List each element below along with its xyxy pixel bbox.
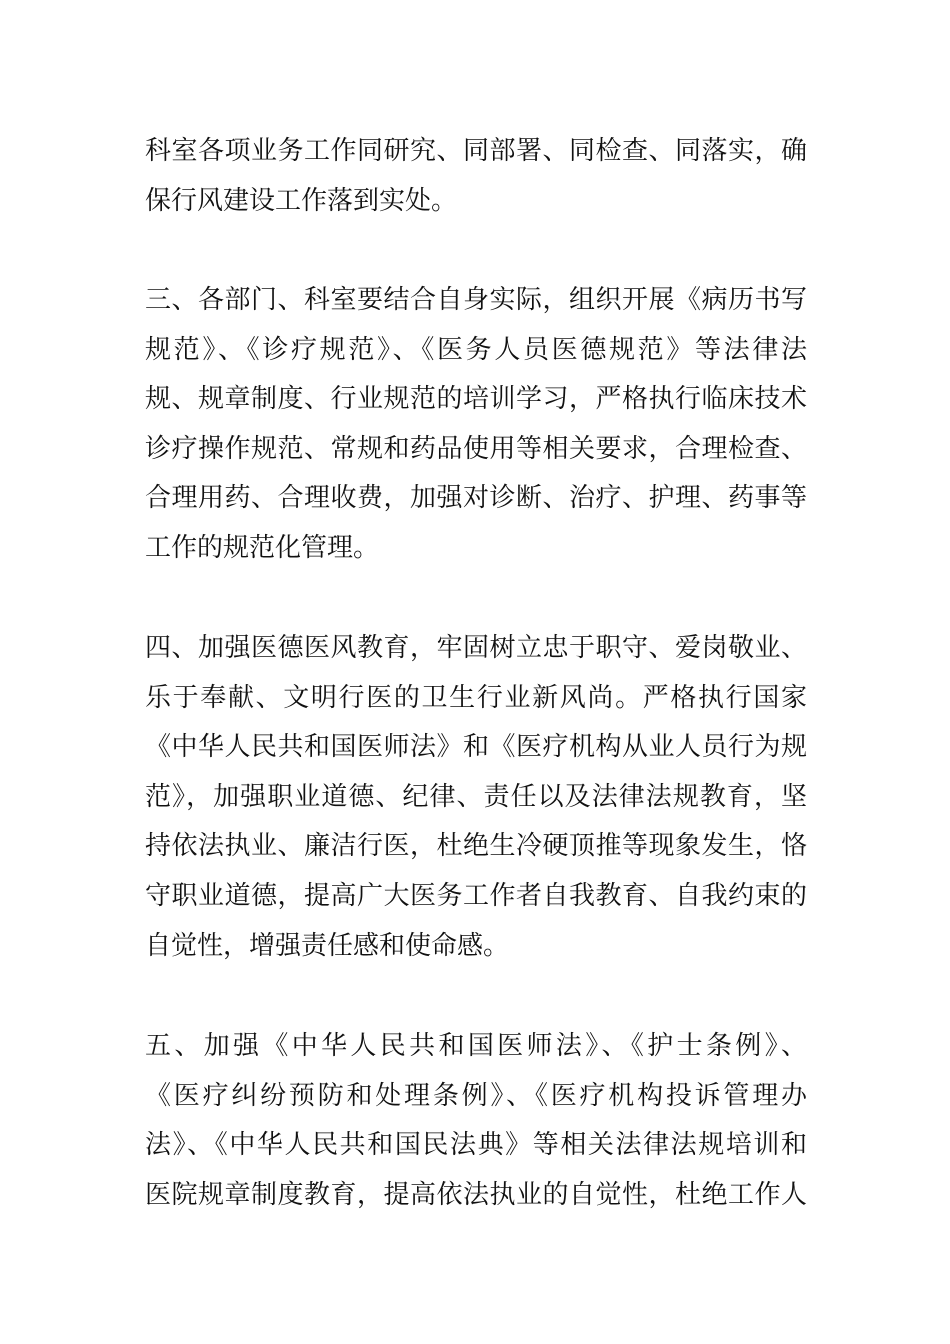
text-line: 医院规章制度教育，提高依法执业的自觉性，杜绝工作人 [145,1179,807,1210]
text-line: 三、各部门、科室要结合自身实际，组织开展《病历书写 [145,285,807,315]
text-line: 科室各项业务工作同研究、同部署、同检查、同落实，确 [145,136,807,166]
text-line: 持依法执业、廉洁行医，杜绝生冷硬顶推等现象发生，恪 [145,831,807,862]
paragraph-item-3 [145,276,807,574]
text-line: 工作的规范化管理。 [145,532,380,563]
text-line: 保行风建设工作落到实处。 [145,185,458,216]
text-line: 范》，加强职业道德、纪律、责任以及法律法规教育，坚 [145,781,807,812]
paragraph-item-4 [145,624,807,971]
text-line: 诊疗操作规范、常规和药品使用等相关要求，合理检查、 [145,433,807,464]
text-line: 乐于奉献、文明行医的卫生行业新风尚。严格执行国家 [145,682,807,713]
text-line: 《医疗纠纷预防和处理条例》、《医疗机构投诉管理办 [145,1080,807,1111]
text-line: 法》、《中华人民共和国民法典》等相关法律法规培训和 [145,1130,807,1161]
text-line: 守职业道德，提高广大医务工作者自我教育、自我约束的 [145,880,807,911]
paragraph-item-5 [145,1022,807,1220]
text-line: 《中华人民共和国医师法》和《医疗机构从业人员行为规 [145,732,807,763]
text-line: 合理用药、合理收费，加强对诊断、治疗、护理、药事等 [145,483,807,514]
text-line: 四、加强医德医风教育，牢固树立忠于职守、爱岗敬业、 [145,633,807,663]
paragraph-continuation [145,127,807,226]
text-line: 五、加强《中华人民共和国医师法》、《护士条例》、 [145,1031,807,1061]
text-line: 规范》、《诊疗规范》、《医务人员医德规范》等法律法 [145,334,807,365]
text-line: 自觉性，增强责任感和使命感。 [145,930,510,961]
text-line: 规、规章制度、行业规范的培训学习，严格执行临床技术 [145,384,807,415]
